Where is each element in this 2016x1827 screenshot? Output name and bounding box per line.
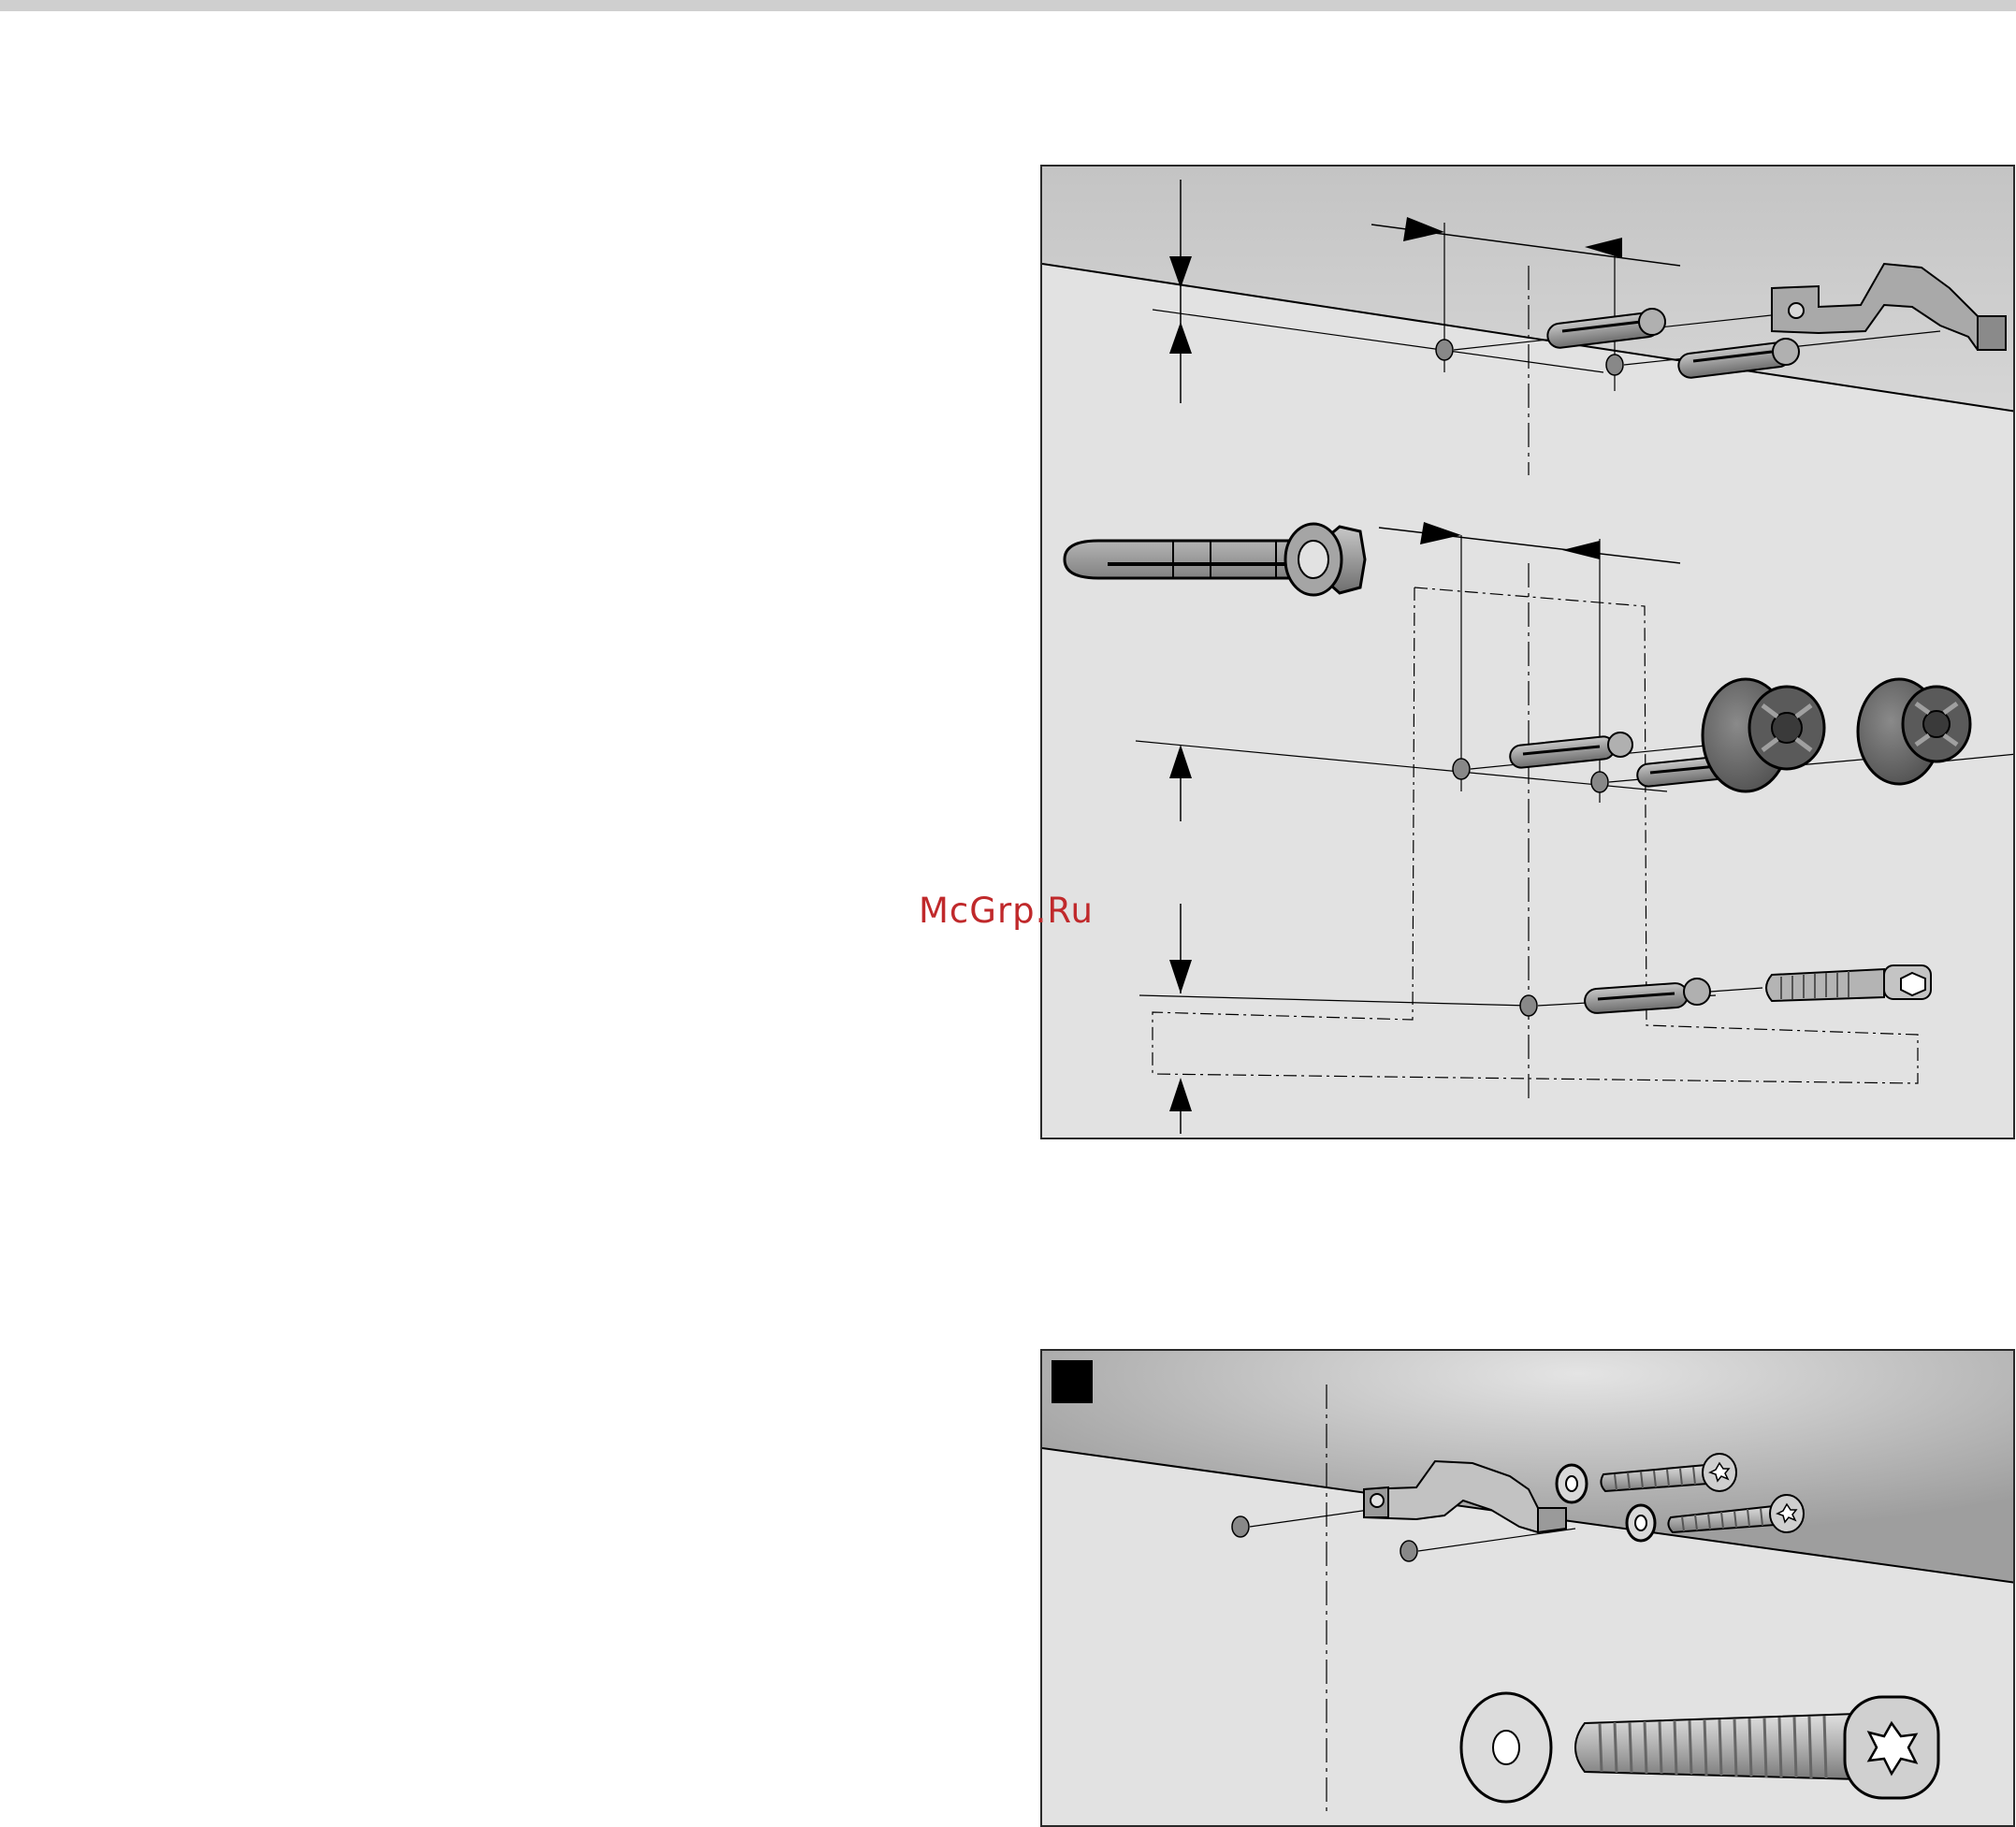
- rubber-bumper-2: [1858, 679, 1970, 784]
- mounting-screw: [1766, 965, 1931, 1001]
- dim-arrow-up-bottom: [1169, 1078, 1192, 1111]
- dim-arrow-left-mid: [1562, 541, 1600, 559]
- drill-hole-5: [1520, 995, 1537, 1016]
- drill-hole-4: [1591, 772, 1608, 792]
- figure-2-panel: [1040, 1349, 2015, 1827]
- figure-1-drawing: [1042, 167, 2015, 1139]
- drill-hole-2: [1606, 355, 1623, 375]
- drill-hole-fig2-2: [1400, 1541, 1417, 1561]
- ceiling-surface-2: [1042, 1351, 2015, 1583]
- wall-plug-3: [1509, 732, 1632, 769]
- figure-1-panel: [1040, 165, 2015, 1139]
- enlarged-screw: [1575, 1697, 1938, 1798]
- step-marker-square: [1052, 1360, 1093, 1403]
- top-rule: [0, 0, 2016, 11]
- dim-arrow-up-mid: [1169, 745, 1192, 778]
- dim-arrow-right-mid: [1420, 522, 1461, 544]
- washer-1: [1557, 1465, 1587, 1502]
- drill-hole-fig2-1: [1232, 1516, 1249, 1537]
- wall-plug-5: [1584, 979, 1710, 1014]
- washer-2: [1627, 1505, 1655, 1541]
- enlarged-wall-plug: [1065, 524, 1365, 595]
- figure-2-drawing: [1042, 1351, 2015, 1827]
- outline-lower: [1153, 587, 1414, 1074]
- rubber-bumper-1: [1703, 679, 1824, 791]
- dim-arrow-up-top: [1169, 322, 1192, 354]
- dim-arrow-down-bottom: [1169, 960, 1192, 993]
- drill-hole-1: [1436, 340, 1453, 360]
- enlarged-washer: [1461, 1693, 1551, 1802]
- drill-hole-3: [1453, 759, 1470, 779]
- watermark-text: McGrp.Ru: [919, 891, 1094, 931]
